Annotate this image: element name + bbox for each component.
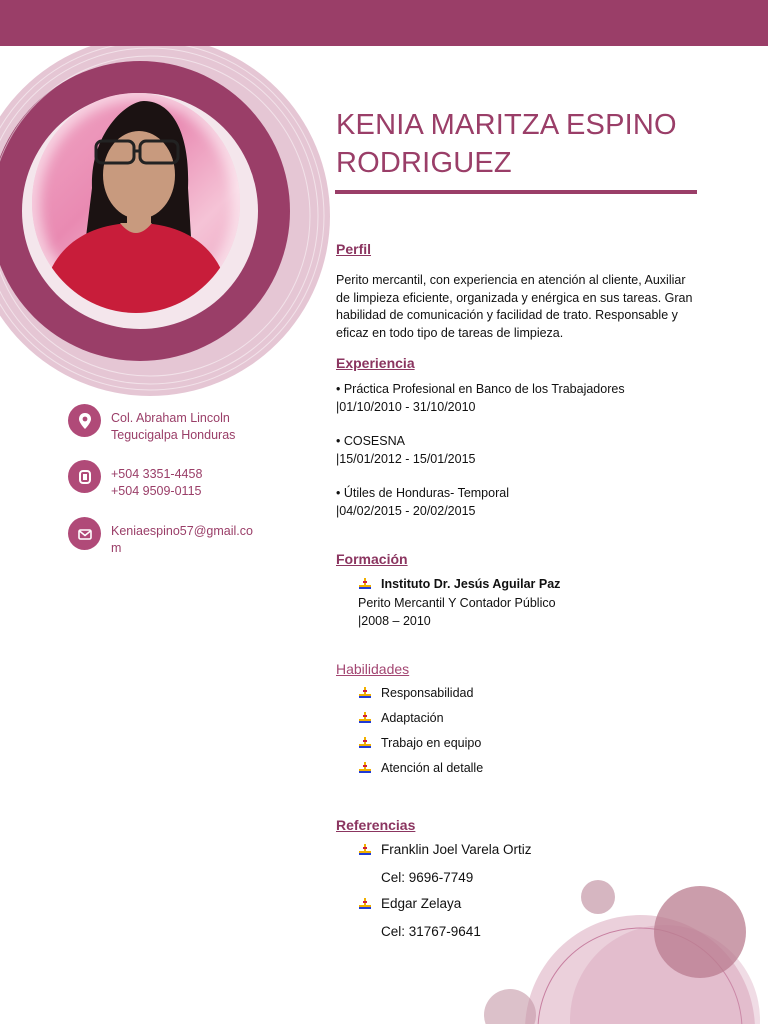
reference-item <box>358 842 532 857</box>
full-name: KENIA MARITZA ESPINO RODRIGUEZ <box>336 109 677 179</box>
bullet-arrow-icon <box>358 897 372 911</box>
contact-address <box>68 410 235 444</box>
phone-icon <box>68 460 101 493</box>
experience-dates: |04/02/2015 - 20/02/2015 <box>336 503 476 518</box>
bullet-arrow-icon <box>358 761 372 775</box>
skill-item <box>358 736 481 750</box>
experience-item <box>336 381 625 416</box>
experience-name: • Práctica Profesional en Banco de los Trabajadores <box>336 382 625 396</box>
education-institution-row <box>358 577 560 591</box>
reference-name: Franklin Joel Varela Ortiz <box>381 842 532 857</box>
section-title-habilidades: Habilidades <box>336 661 410 677</box>
top-banner <box>0 0 768 46</box>
section-title-perfil: Perfil <box>336 241 372 257</box>
bullet-arrow-icon <box>358 577 372 591</box>
bullet-arrow-icon <box>358 686 372 700</box>
profile-photo <box>32 93 240 313</box>
phone-number-2: +504 9509-0115 <box>111 484 202 498</box>
section-title-referencias: Referencias <box>336 817 416 833</box>
email-icon <box>68 517 101 550</box>
reference-phone: Cel: 9696-7749 <box>381 870 474 885</box>
education-dates: |2008 – 2010 <box>358 614 431 628</box>
experience-dates: |01/10/2010 - 31/10/2010 <box>336 399 476 414</box>
skill-item <box>358 761 483 775</box>
experience-item <box>336 485 509 520</box>
education-degree: Perito Mercantil Y Contador Público <box>358 596 556 610</box>
reference-name: Edgar Zelaya <box>381 896 462 911</box>
skill-label: Responsabilidad <box>381 686 474 700</box>
reference-phone: Cel: 31767-9641 <box>381 924 481 939</box>
reference-item <box>358 896 461 911</box>
section-title-experiencia: Experiencia <box>336 355 415 371</box>
experience-name: • Útiles de Honduras- Temporal <box>336 486 509 500</box>
perfil-line: habilidad de comunicación y facilidad de trato. Responsable y <box>336 308 678 322</box>
decorative-bottom-circles <box>470 870 768 1024</box>
skill-label: Adaptación <box>381 711 444 725</box>
education-institution: Instituto Dr. Jesús Aguilar Paz <box>381 577 561 591</box>
experience-name: • COSESNA <box>336 434 405 448</box>
experience-item <box>336 433 475 468</box>
contact-phone <box>68 466 202 500</box>
email-line-1: Keniaespino57@gmail.co <box>111 524 253 538</box>
bullet-arrow-icon <box>358 736 372 750</box>
perfil-line: eficaz en todo tipo de tareas de limpieza. <box>336 325 564 340</box>
phone-number-1: +504 3351-4458 <box>111 467 203 481</box>
address-line-2: Tegucigalpa Honduras <box>111 428 236 442</box>
email-line-2: m <box>111 541 122 555</box>
address-line-1: Col. Abraham Lincoln <box>111 411 230 425</box>
skill-item <box>358 711 444 725</box>
skill-item <box>358 686 473 700</box>
skill-label: Atención al detalle <box>381 761 484 775</box>
perfil-text <box>336 272 716 342</box>
contact-email <box>68 523 253 557</box>
perfil-line: de limpieza eficiente, organizada y enérgica en sus tareas. Gran <box>336 290 693 305</box>
bullet-arrow-icon <box>358 711 372 725</box>
name-underline <box>335 190 697 194</box>
bullet-arrow-icon <box>358 843 372 857</box>
section-title-formacion: Formación <box>336 551 408 567</box>
experience-dates: |15/01/2012 - 15/01/2015 <box>336 451 476 466</box>
skill-label: Trabajo en equipo <box>381 736 482 750</box>
location-icon <box>68 404 101 437</box>
portrait-illustration <box>32 93 240 313</box>
perfil-line: Perito mercantil, con experiencia en atención al cliente, Auxiliar <box>336 273 686 287</box>
